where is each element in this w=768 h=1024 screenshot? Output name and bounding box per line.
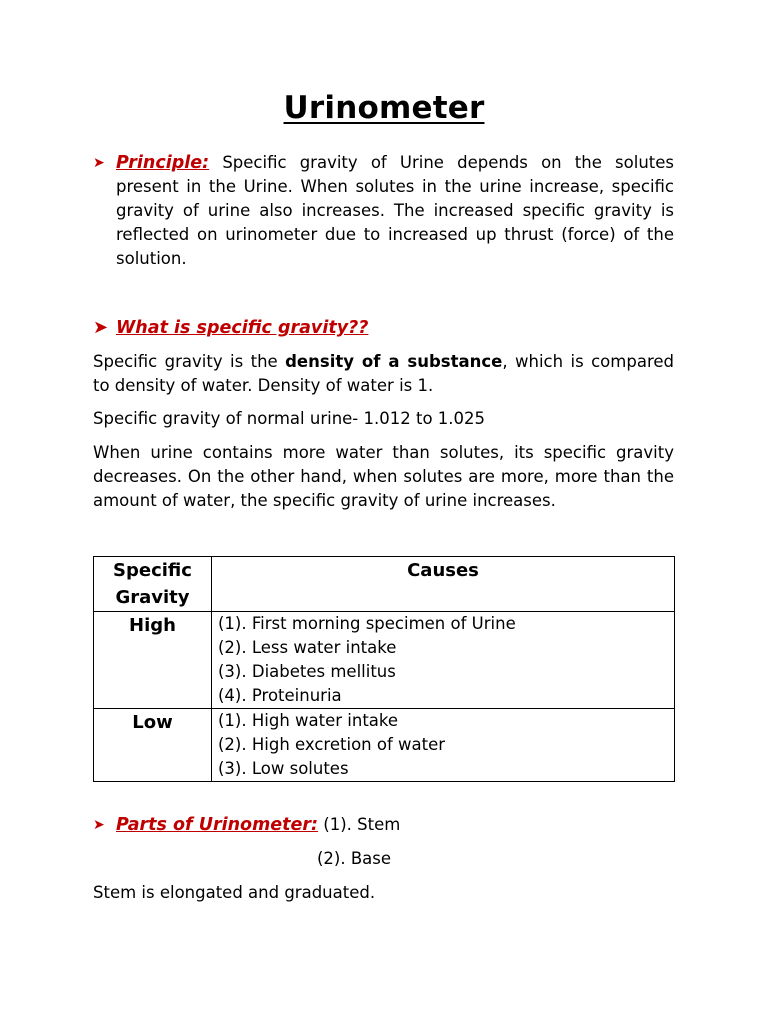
solutes-explanation: When urine contains more water than solutes, its specific gravity decreases. On the other hand, when solutes are more, more than the amount of water, the specific gravity of urine increases.: [93, 443, 674, 510]
stem-note: Stem is elongated and graduated.: [93, 883, 376, 902]
page-title: Urinometer: [283, 90, 485, 126]
specific-gravity-heading: What is specific gravity??: [116, 318, 369, 338]
header-col1-line1: Specific: [113, 560, 192, 581]
principle-heading: Principle:: [116, 153, 210, 173]
specific-gravity-definition: [93, 350, 674, 398]
list-item: (3). Low solutes: [218, 759, 349, 778]
table-row: [94, 612, 675, 709]
arrow-bullet-icon: ➤: [93, 155, 105, 171]
principle-text: Specific gravity of Urine depends on the solutes present in the Urine. When solutes in the urine increase, specific gravity of urine also increases. The increased specific gravity is reflected on urinometer due to increased up thrust (force) of the solution.: [116, 153, 674, 268]
list-item: (2). High excretion of water: [218, 735, 446, 754]
table-header-row: [94, 557, 675, 612]
list-item: (3). Diabetes mellitus: [218, 662, 396, 681]
specific-gravity-heading-row: [93, 316, 674, 340]
specific-gravity-heading-wrap: [116, 316, 674, 340]
row-label-high: High: [94, 612, 212, 709]
arrow-bullet-icon: ➤: [93, 817, 105, 833]
list-item: (2). Less water intake: [218, 638, 397, 657]
normal-urine-range: Specific gravity of normal urine- 1.012 to 1.025: [93, 409, 486, 428]
list-item: (4). Proteinuria: [218, 686, 342, 705]
list-item: (1). High water intake: [218, 711, 399, 730]
header-causes: Causes: [212, 557, 675, 612]
specific-gravity-table: [93, 556, 675, 782]
causes-high: [212, 612, 675, 709]
causes-low: [212, 709, 675, 782]
definition-text-end: , which is compared to density of water. Density of water is 1.: [93, 352, 674, 395]
parts-heading-row: [116, 813, 674, 837]
list-item: (1). First morning specimen of Urine: [218, 614, 516, 633]
parts-item-base: (2). Base: [317, 849, 392, 868]
parts-heading: Parts of Urinometer:: [116, 815, 319, 835]
principle-paragraph: [116, 151, 674, 271]
header-specific-gravity: [94, 557, 212, 612]
parts-item-stem: (1). Stem: [323, 815, 401, 834]
definition-text-start: Specific gravity is the: [93, 352, 286, 371]
principle-section: [93, 151, 674, 271]
header-col1-line2: Gravity: [115, 587, 190, 608]
definition-bold-text: density of a substance: [285, 352, 503, 371]
arrow-bullet-icon: ➤: [93, 317, 109, 338]
parts-section: [93, 813, 674, 837]
table-row: [94, 709, 675, 782]
row-label-low: Low: [94, 709, 212, 782]
